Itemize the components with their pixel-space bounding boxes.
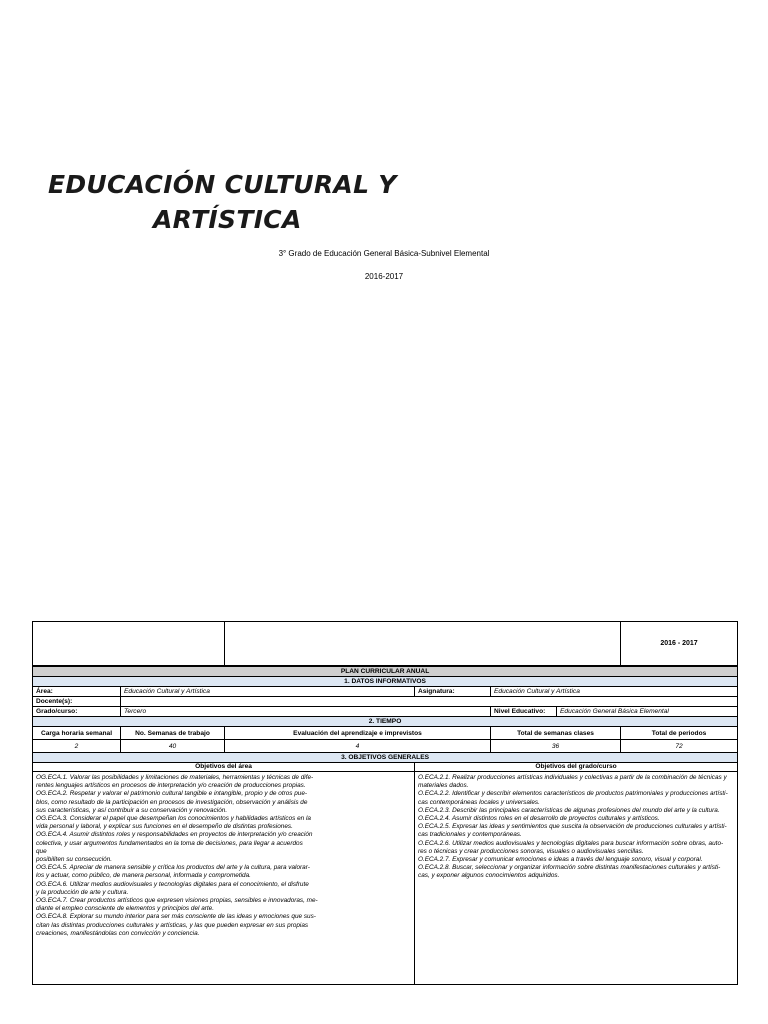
area-value: Educación Cultural y Artística	[121, 687, 415, 697]
area-label: Área:	[33, 687, 121, 697]
time-value: 2	[33, 740, 121, 753]
time-value: 36	[491, 740, 621, 753]
objective-line: OG.ECA.6. Utilizar medios audiovisuales y tecnologías digitales para el conocimiento, el disfrute	[36, 880, 309, 888]
time-header: No. Semanas de trabajo	[121, 727, 225, 740]
time-header: Total de periodos	[621, 727, 738, 740]
objective-line: colectiva, y usar argumentos fundamentados en la toma de decisiones, para llegar a acuerdos	[36, 839, 303, 847]
objective-line: O.ECA.2.2. Identificar y describir elementos característicos de productos patrimoniales y producciones artísti-	[418, 790, 728, 798]
objective-line: y la producción de arte y cultura.	[36, 888, 129, 896]
institution-cell	[225, 622, 621, 666]
document-year: 2016-2017	[364, 272, 404, 281]
objective-line: O.ECA.2.4. Asumir distintos roles en el desarrollo de proyectos culturales y artísticos.	[418, 815, 660, 823]
objective-line: OG.ECA.7. Crear productos artísticos que expresen visiones propias, sensibles e innovadoras, me-	[36, 897, 318, 905]
objective-line: cas contemporáneas locales y universales.	[418, 798, 540, 806]
logo-cell	[33, 622, 225, 666]
section-objetivos: 3. OBJETIVOS GENERALES	[33, 753, 738, 763]
time-value: 40	[121, 740, 225, 753]
document-title-line1: EDUCACIÓN CULTURAL Y	[48, 170, 397, 199]
objective-line: blos, como resultado de la participación en procesos de investigación, observación y análisis de	[36, 798, 308, 806]
objective-line: creaciones, manifestándolas con convicción y conciencia.	[36, 929, 200, 937]
objective-line: OG.ECA.5. Apreciar de manera sensible y crítica los productos del arte y la cultura, para valorar-	[36, 864, 310, 872]
objective-line: OG.ECA.4. Asumir distintos roles y responsabilidades en proyectos de interpretación y/o creación	[36, 831, 313, 839]
objective-line: O.ECA.2.7. Expresar y comunicar emociones e ideas a través del lenguaje sonoro, visual y corporal.	[418, 856, 703, 864]
asignatura-value: Educación Cultural y Artística	[491, 687, 738, 697]
grado-label: Grado/curso:	[33, 707, 121, 717]
document-title-line2: ARTÍSTICA	[153, 205, 302, 234]
asignatura-label: Asignatura:	[415, 687, 491, 697]
header-box	[32, 621, 738, 666]
objective-line: vida personal y laboral, y explicar sus funciones en el desempeño de distintas profesiones.	[36, 823, 293, 831]
docente-label: Docente(s):	[33, 697, 121, 707]
objective-line: cas, y exponer algunos conocimientos adquiridos.	[418, 872, 560, 880]
objective-line: sus características, y así contribuir a su conservación y renovación.	[36, 806, 228, 814]
objective-line: OG.ECA.3. Considerar el papel que desempeñan los conocimientos y habilidades artísticos en la	[36, 815, 311, 823]
objective-line: O.ECA.2.8. Buscar, seleccionar y organizar información sobre distintas manifestaciones culturales y artísti-	[418, 864, 721, 872]
time-header: Carga horaria semanal	[33, 727, 121, 740]
objective-line: OG.ECA.8. Explorar su mundo interior para ser más consciente de las ideas y emociones que sus-	[36, 913, 316, 921]
objective-line: res o técnicas y crear producciones sonoras, visuales o audiovisuales sencillas.	[418, 847, 644, 855]
area-objectives-header: Objetivos del área	[33, 763, 415, 772]
document-subtitle: 3° Grado de Educación General Básica-Subnivel Elemental	[278, 249, 490, 258]
grado-objectives-header: Objetivos del grado/curso	[415, 763, 738, 772]
objective-line: OG.ECA.2. Respetar y valorar el patrimonio cultural tangible e intangible, propio y de otros pue-	[36, 790, 308, 798]
objective-line: O.ECA.2.1. Realizar producciones artísticas individuales y colectivas a partir de la combinación de técnicas y	[418, 774, 727, 781]
time-value: 4	[225, 740, 491, 753]
grado-objectives	[415, 772, 738, 985]
docente-value	[121, 697, 738, 707]
objective-line: O.ECA.2.3. Describir las principales características de algunas profesiones del mundo del arte y la cultura.	[418, 806, 720, 814]
time-header: Total de semanas clases	[491, 727, 621, 740]
objective-line: O.ECA.2.6. Utilizar medios audiovisuales y tecnologías digitales para buscar información sobre obras, auto-	[418, 839, 724, 847]
time-value: 72	[621, 740, 738, 753]
header-year: 2016 - 2017	[621, 622, 738, 666]
time-header: Evaluación del aprendizaje e imprevistos	[225, 727, 491, 740]
objective-line: cas tradicionales y contemporáneas.	[418, 831, 522, 839]
objective-line: citan las distintas producciones culturales y artísticas, y las que pueden expresar en sus propias	[36, 921, 309, 929]
plan-table	[32, 666, 738, 985]
grado-value: Tercero	[121, 707, 491, 717]
objective-line: posibiliten su consecución.	[36, 856, 113, 864]
section-tiempo: 2. TIEMPO	[33, 717, 738, 727]
objective-line: rentes lenguajes artísticos en procesos de interpretación y/o creación de producciones propias.	[36, 782, 306, 790]
objective-line: diante el empleo consciente de elementos y principios del arte.	[36, 905, 214, 913]
area-objectives	[33, 772, 415, 985]
objective-line: materiales dados.	[418, 782, 469, 790]
plan-title: PLAN CURRICULAR ANUAL	[33, 667, 738, 677]
objective-line: OG.ECA.1. Valorar las posibilidades y limitaciones de materiales, herramientas y técnicas de dife-	[36, 774, 314, 781]
objective-line: los y actuar, como público, de manera personal, informada y comprometida.	[36, 872, 251, 880]
objective-line: O.ECA.2.5. Expresar las ideas y sentimientos que suscita la observación de producciones culturales y artísti-	[418, 823, 727, 831]
objective-line: que	[36, 847, 47, 855]
nivel-value: Educación General Básica Elemental	[557, 707, 738, 717]
nivel-label: Nivel Educativo:	[491, 707, 557, 717]
section-datos: 1. DATOS INFORMATIVOS	[33, 677, 738, 687]
